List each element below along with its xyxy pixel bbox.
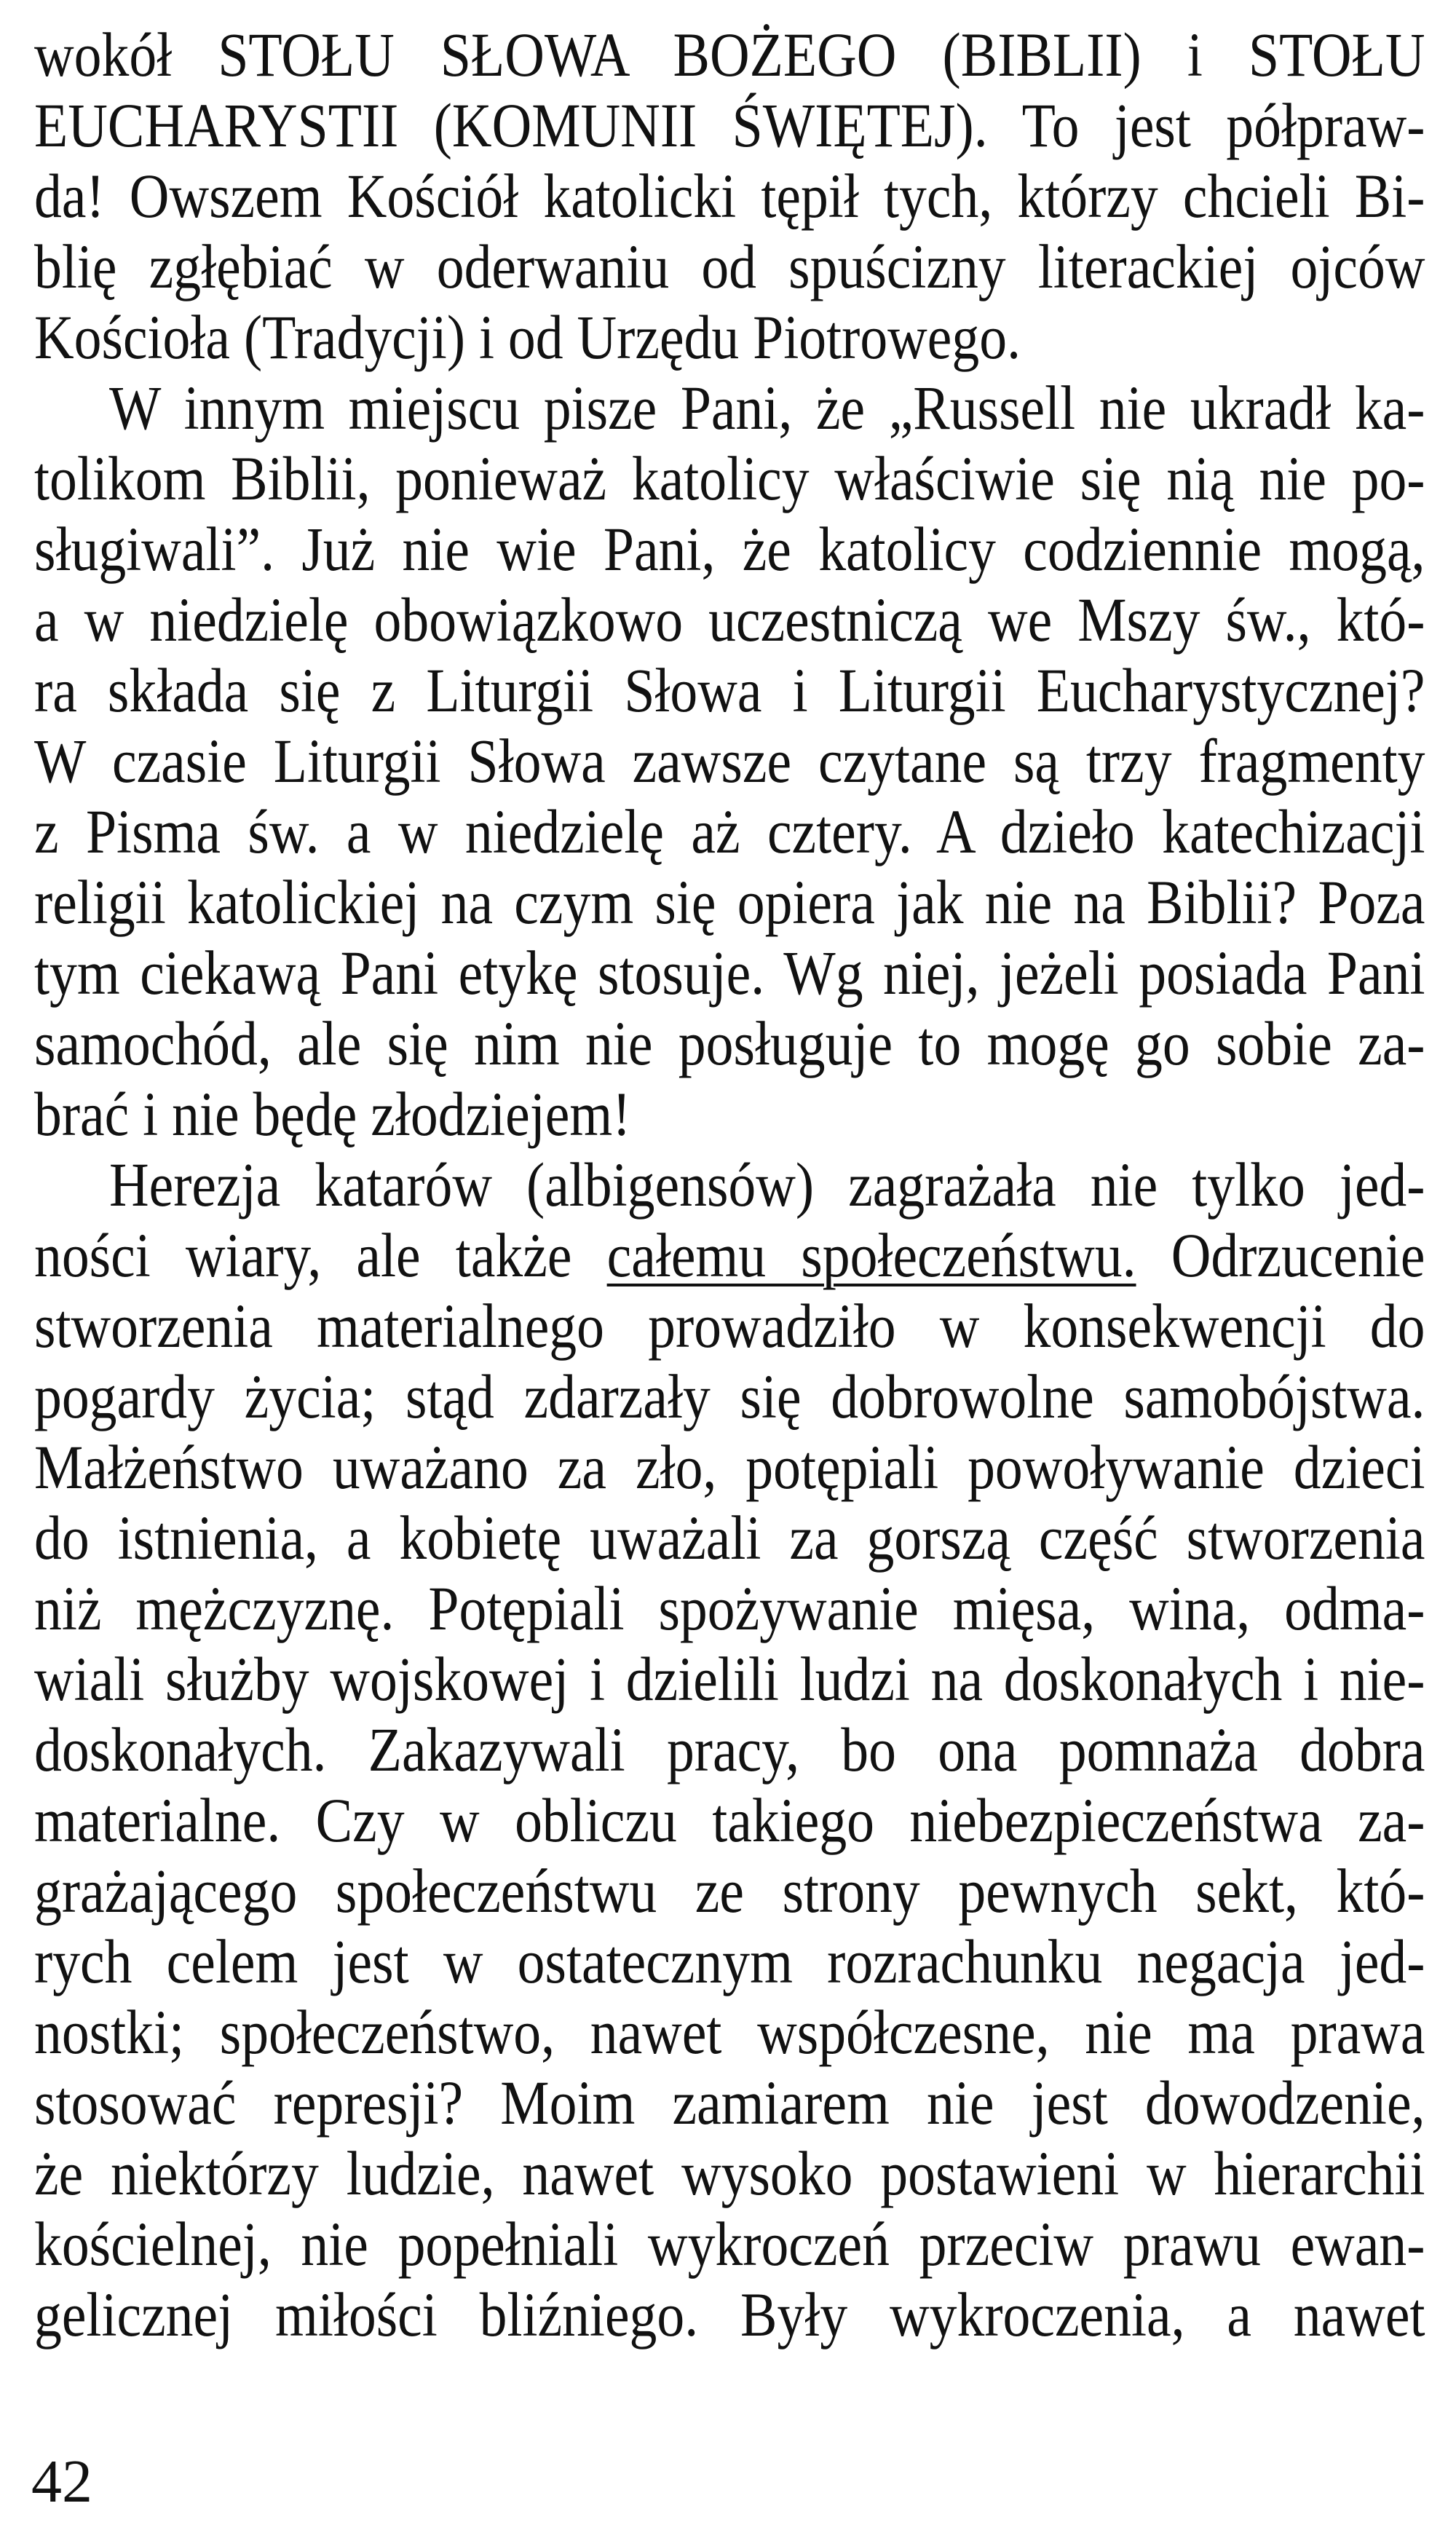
text-line: Kościoła (Tradycji) i od Urzędu Piotrowego.: [34, 302, 1021, 372]
text-line: ra składa się z Liturgii Słowa i Liturgii Eucharystycznej?: [34, 655, 1425, 725]
text-line: stworzenia materialnego prowadziło w konsekwencji do: [34, 1291, 1425, 1361]
text-line: sługiwali”. Już nie wie Pani, że katolicy codziennie mogą,: [34, 514, 1425, 584]
text-segment: Odrzucenie: [1136, 1220, 1425, 1290]
text-line: tym ciekawą Pani etykę stosuje. Wg niej, jeżeli posiada Pani: [34, 938, 1425, 1008]
text-line: materialne. Czy w obliczu takiego niebezpieczeństwa za-: [34, 1785, 1425, 1855]
text-line: W innym miejscu pisze Pani, że „Russell nie ukradł ka-: [108, 373, 1425, 443]
text-line-with-underline: [34, 1220, 1425, 1291]
text-line: wokół STOŁU SŁOWA BOŻEGO (BIBLII) i STOŁU: [34, 20, 1425, 90]
underlined-phrase: całemu społeczeństwu.: [606, 1220, 1136, 1290]
text-line: a w niedzielę obowiązkowo uczestniczą we Mszy św., któ-: [34, 585, 1425, 655]
text-line: że niektórzy ludzie, nawet wysoko postawieni w hierarchii: [34, 2138, 1425, 2208]
text-line: brać i nie będę złodziejem!: [34, 1079, 631, 1149]
text-line: grażającego społeczeństwu ze strony pewnych sekt, któ-: [34, 1856, 1425, 1926]
text-line: tolikom Biblii, ponieważ katolicy właściwie się nią nie po-: [34, 443, 1425, 513]
text-line: wiali służby wojskowej i dzielili ludzi na doskonałych i nie-: [34, 1644, 1425, 1714]
text-segment: ności wiary, ale także: [34, 1220, 607, 1290]
body-text: [34, 20, 1425, 2350]
paragraph-2: [34, 373, 1425, 1150]
text-line: religii katolickiej na czym się opiera jak nie na Biblii? Poza: [34, 867, 1425, 937]
text-line: Małżeństwo uważano za zło, potępiali powoływanie dzieci: [34, 1432, 1425, 1502]
paragraph-3: [34, 1150, 1425, 2350]
text-line: stosować represji? Moim zamiarem nie jest dowodzenie,: [34, 2068, 1425, 2138]
text-line: samochód, ale się nim nie posługuje to mogę go sobie za-: [34, 1008, 1425, 1078]
text-line: blię zgłębiać w oderwaniu od spuścizny literackiej ojców: [34, 232, 1425, 301]
text-line: EUCHARYSTII (KOMUNII ŚWIĘTEJ). To jest półpraw-: [34, 90, 1425, 160]
text-line: W czasie Liturgii Słowa zawsze czytane są trzy fragmenty: [34, 726, 1425, 796]
text-line: gelicznej miłości bliźniego. Były wykroczenia, a nawet: [34, 2280, 1425, 2349]
text-line: Herezja katarów (albigensów) zagrażała nie tylko jed-: [108, 1150, 1425, 1220]
text-line: doskonałych. Zakazywali pracy, bo ona pomnaża dobra: [34, 1715, 1425, 1784]
text-line: do istnienia, a kobietę uważali za gorszą część stworzenia: [34, 1503, 1425, 1573]
text-line: kościelnej, nie popełniali wykroczeń przeciw prawu ewan-: [34, 2209, 1425, 2279]
paragraph-1: [34, 20, 1425, 373]
page-number: 42: [31, 2448, 92, 2515]
text-line: z Pisma św. a w niedzielę aż cztery. A dzieło katechizacji: [34, 796, 1425, 866]
text-block: [34, 20, 1425, 2350]
text-line: nostki; społeczeństwo, nawet współczesne, nie ma prawa: [34, 1997, 1425, 2067]
text-line: rych celem jest w ostatecznym rozrachunku negacja jed-: [34, 1926, 1425, 1996]
text-line: pogardy życia; stąd zdarzały się dobrowolne samobójstwa.: [34, 1361, 1425, 1431]
text-line: da! Owszem Kościół katolicki tępił tych, którzy chcieli Bi-: [34, 161, 1425, 231]
text-line: niż mężczyznę. Potępiali spożywanie mięsa, wina, odma-: [34, 1573, 1425, 1643]
